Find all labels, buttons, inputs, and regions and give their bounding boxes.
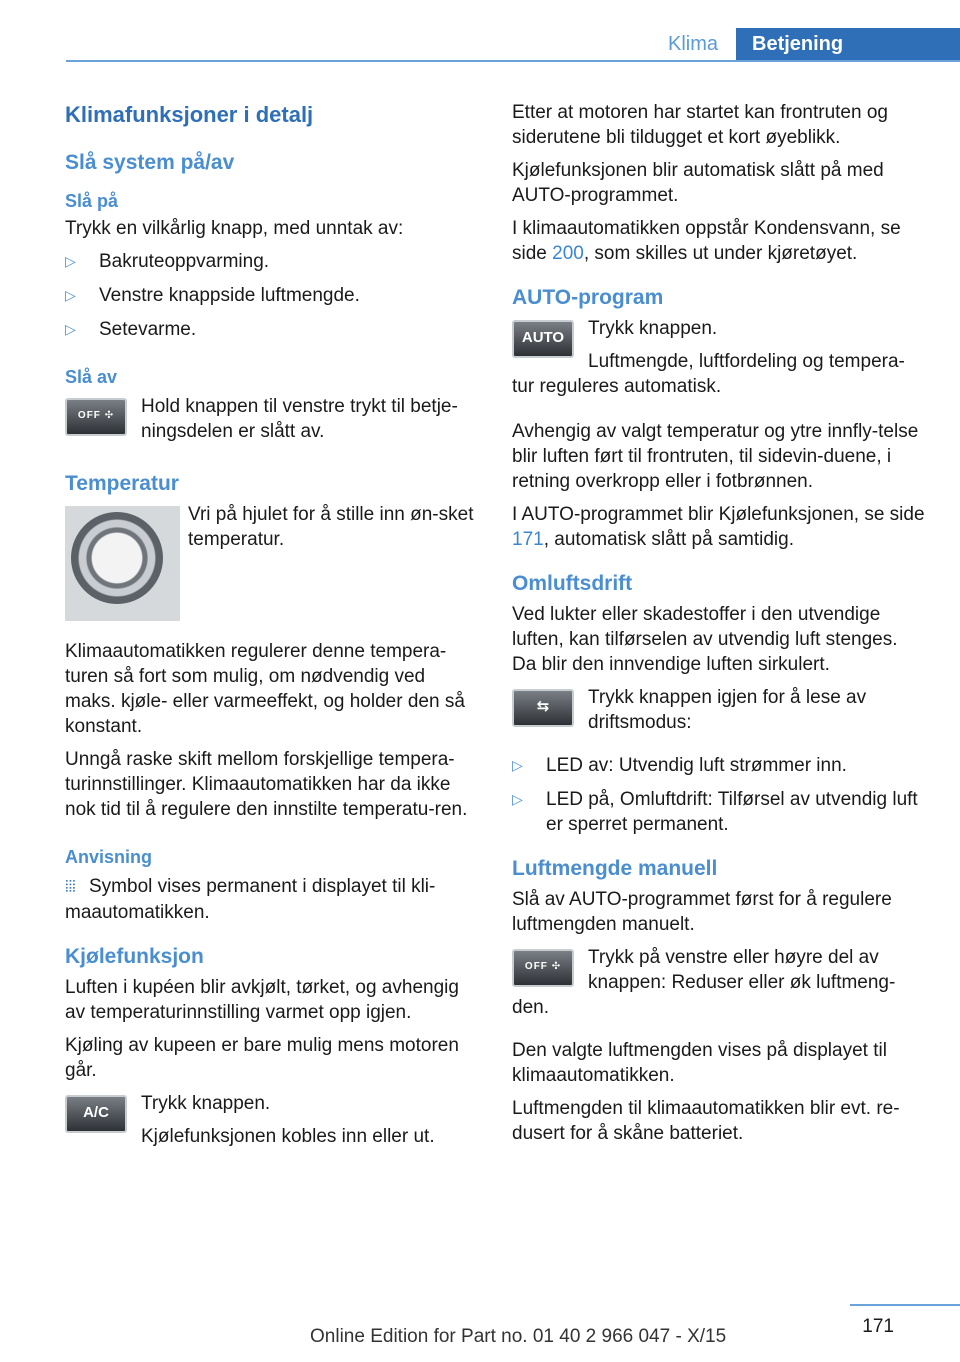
auto-button-icon: AUTO	[512, 320, 574, 358]
header-tabs	[650, 28, 960, 60]
system-heading: Slå system på/av	[65, 151, 235, 174]
off-heading: Slå av	[65, 367, 118, 387]
air-volume-paragraph-2: Den valgte luftmengden vises på displayet til klimaautomatikken.	[512, 1040, 887, 1086]
cooling-paragraph-2: Kjøling av kupeen er bare mulig mens motoren går.	[65, 1035, 459, 1081]
list-item: ▷ Venstre knappside luftmengde.	[65, 285, 360, 306]
right-paragraph-1: Etter at motoren har startet kan frontruten og siderutene bli tildugget et kort øyeblikk.	[512, 102, 888, 148]
condensation-symbol-icon: ⦙⦙⦙	[65, 879, 76, 896]
temperature-dial-icon	[65, 506, 180, 621]
page-number: 171	[862, 1316, 894, 1337]
note-text: Symbol vises permanent i displayet til kli-maautomatikken.	[65, 876, 436, 923]
cooling-toggle-text: Kjølefunksjonen kobles inn eller ut.	[141, 1126, 435, 1147]
list-item: ▷ Setevarme.	[65, 319, 197, 340]
fan-button-icon: OFF ✣	[512, 949, 574, 987]
temperature-paragraph-2: Unngå raske skift mellom forskjellige tempera-turinnstillinger. Klimaautomatikken har da ikke nok tid til å regulere den innstilte temperatu-ren.	[65, 749, 468, 820]
cooling-paragraph-1: Luften i kupéen blir avkjølt, tørket, og avhengig av temperaturinnstilling varmet opp igjen.	[65, 977, 459, 1023]
on-heading: Slå på	[65, 191, 119, 211]
off-fan-button-icon: OFF ✣	[65, 398, 127, 436]
off-text: Hold knappen til venstre trykt til betje-ningsdelen er slått av.	[141, 396, 458, 442]
temperature-text: Vri på hjulet for å stille inn øn-sket temperatur.	[188, 504, 474, 550]
on-exceptions-list	[65, 249, 477, 342]
list-item: ▷ LED av: Utvendig luft strømmer inn.	[512, 755, 847, 776]
left-column	[65, 100, 477, 1157]
header-divider	[66, 60, 960, 62]
air-volume-paragraph-3: Luftmengden til klimaautomatikken blir evt. re-dusert for å skåne batteriet.	[512, 1098, 900, 1144]
recirculation-heading: Omluftsdrift	[512, 572, 633, 595]
recirculation-press-text: Trykk knappen igjen for å lese av driftsmodus:	[588, 687, 867, 733]
tab-betjening[interactable]: Betjening	[736, 28, 960, 60]
tab-klima[interactable]: Klima	[667, 33, 718, 55]
auto-paragraph-1: Avhengig av valgt temperatur og ytre innfly-telse blir luften ført til frontruten, til sidevin-duene, i retning overkropp eller i fotbrønnen.	[512, 421, 919, 492]
auto-paragraph-2: I AUTO-programmet blir Kjølefunksjonen, se side 171, automatisk slått på samtidig.	[512, 504, 925, 550]
auto-text: Luftmengde, luftfordeling og tempera-tur reguleres automatisk.	[512, 351, 905, 397]
recirculation-car-button-icon: ⇆	[512, 689, 574, 727]
recirculation-list	[512, 753, 927, 837]
air-volume-press-text: Trykk på venstre eller høyre del av knappen: Reduser eller øk luftmeng-den.	[512, 947, 896, 1018]
list-item: ▷ LED på, Omluftdrift: Tilførsel av utvendig luft er sperret permanent.	[512, 789, 918, 835]
footer-divider	[850, 1304, 960, 1306]
edition-text: Online Edition for Part no. 01 40 2 966 047 - X/15	[310, 1326, 727, 1347]
triangle-bullet-icon: ▷	[65, 287, 76, 303]
triangle-bullet-icon: ▷	[65, 253, 76, 269]
cooling-press-text: Trykk knappen.	[141, 1093, 271, 1114]
temperature-paragraph-1: Klimaautomatikken regulerer denne tempera-turen så fort som mulig, om nødvendig ved maks. kjøle- eller varmeeffekt, og holder den så konstant.	[65, 641, 465, 737]
page-title: Klimafunksjoner i detalj	[65, 102, 314, 127]
air-volume-paragraph-1: Slå av AUTO-programmet først for å regulere luftmengden manuelt.	[512, 889, 892, 935]
triangle-bullet-icon: ▷	[512, 791, 523, 807]
note-heading: Anvisning	[65, 847, 153, 867]
auto-heading: AUTO-program	[512, 286, 664, 309]
right-paragraph-2: Kjølefunksjonen blir automatisk slått på med AUTO-programmet.	[512, 160, 884, 206]
page-link-171[interactable]: 171	[512, 529, 544, 550]
air-volume-heading: Luftmengde manuell	[512, 857, 718, 880]
page-link-200[interactable]: 200	[552, 243, 584, 264]
cooling-heading: Kjølefunksjon	[65, 945, 204, 968]
right-column	[512, 100, 927, 1154]
temperature-heading: Temperatur	[65, 472, 179, 495]
triangle-bullet-icon: ▷	[512, 757, 523, 773]
right-paragraph-3: I klimaautomatikken oppstår Kondensvann, se side 200, som skilles ut under kjøretøyet.	[512, 218, 901, 264]
ac-button-icon: A/C	[65, 1095, 127, 1133]
on-text: Trykk en vilkårlig knapp, med unntak av:	[65, 218, 404, 239]
triangle-bullet-icon: ▷	[65, 321, 76, 337]
recirculation-paragraph: Ved lukter eller skadestoffer i den utvendige luften, kan tilførselen av utvendig luft stenges. Da blir den innvendige luften sirkulert.	[512, 604, 898, 675]
auto-press-text: Trykk knappen.	[588, 318, 718, 339]
list-item: ▷ Bakruteoppvarming.	[65, 251, 270, 272]
